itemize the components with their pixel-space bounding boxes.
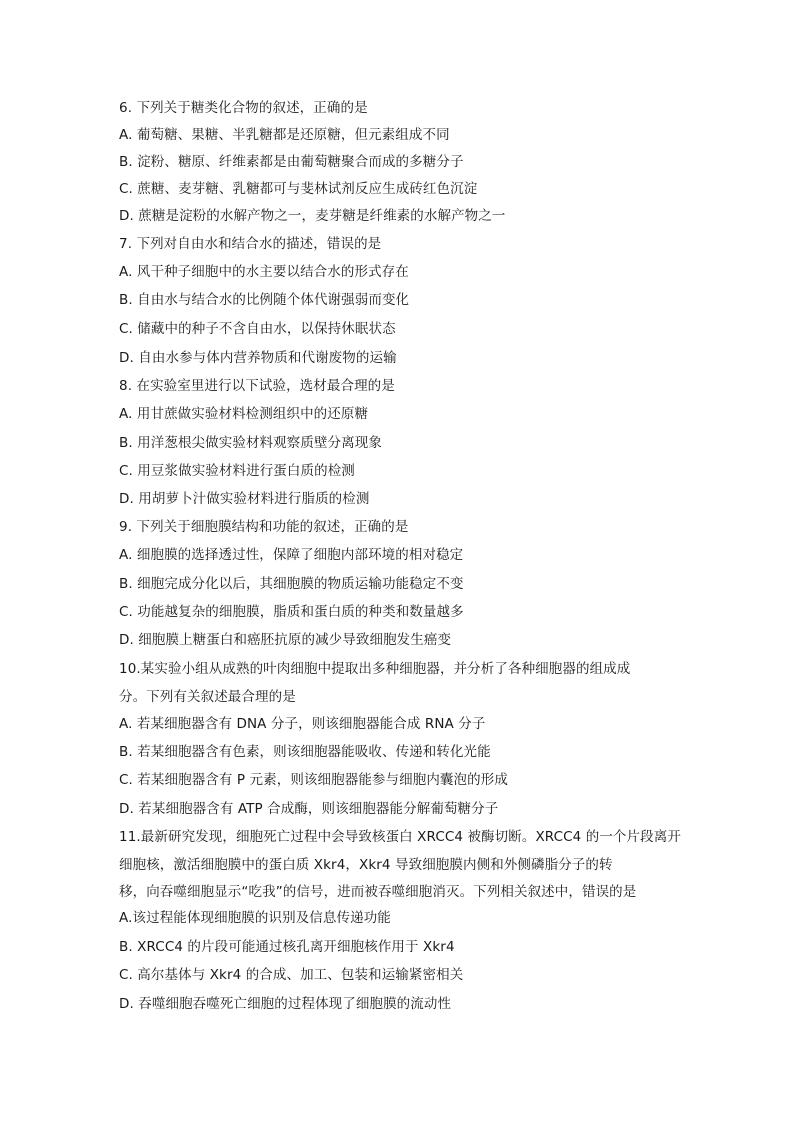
question-7-option-b: B. 自由水与结合水的比例随个体代谢强弱而变化 <box>119 292 410 308</box>
question-10-option-d: D. 若某细胞器含有 ATP 合成酶，则该细胞器能分解葡萄糖分子 <box>119 801 499 817</box>
question-7-stem: 7. 下列对自由水和结合水的描述，错误的是 <box>119 236 382 252</box>
question-6-stem: 6. 下列关于糖类化合物的叙述，正确的是 <box>119 100 368 116</box>
question-10-option-a: A. 若某细胞器含有 DNA 分子，则该细胞器能合成 RNA 分子 <box>119 716 486 732</box>
question-10-option-b: B. 若某细胞器含有色素，则该细胞器能吸收、传递和转化光能 <box>119 744 491 760</box>
question-8-option-b: B. 用洋葱根尖做实验材料观察质壁分离现象 <box>119 435 382 451</box>
question-9-option-c: C. 功能越复杂的细胞膜，脂质和蛋白质的种类和数量越多 <box>119 604 464 620</box>
question-8-option-c: C. 用豆浆做实验材料进行蛋白质的检测 <box>119 463 355 479</box>
question-6-option-b: B. 淀粉、糖原、纤维素都是由葡萄糖聚合而成的多糖分子 <box>119 154 464 170</box>
question-10-stem-line-1: 10.某实验小组从成熟的叶肉细胞中提取出多种细胞器，并分析了各种细胞器的组成成 <box>119 661 631 677</box>
question-11-option-b: B. XRCC4 的片段可能通过核孔离开细胞核作用于 Xkr4 <box>119 939 455 955</box>
question-7-option-d: D. 自由水参与体内营养物质和代谢废物的运输 <box>119 350 397 366</box>
question-7-option-a: A. 风干种子细胞中的水主要以结合水的形式存在 <box>119 264 409 280</box>
question-10-option-c: C. 若某细胞器含有 P 元素，则该细胞器能参与细胞内囊泡的形成 <box>119 772 508 788</box>
question-9-option-d: D. 细胞膜上糖蛋白和癌胚抗原的减少导致细胞发生癌变 <box>119 632 452 648</box>
question-9-stem: 9. 下列关于细胞膜结构和功能的叙述，正确的是 <box>119 519 409 535</box>
question-9-option-b: B. 细胞完成分化以后，其细胞膜的物质运输功能稳定不变 <box>119 576 464 592</box>
question-8-stem: 8. 在实验室里进行以下试验，选材最合理的是 <box>119 378 395 394</box>
question-11-option-c: C. 高尔基体与 Xkr4 的合成、加工、包装和运输紧密相关 <box>119 967 464 983</box>
question-11-stem-line-1: 11.最新研究发现，细胞死亡过程中会导致核蛋白 XRCC4 被酶切断。XRCC4 的一个片段离开 <box>119 829 681 845</box>
question-7-option-c: C. 储藏中的种子不含自由水，以保持休眠状态 <box>119 321 396 337</box>
question-10-stem-line-2: 分。下列有关叙述最合理的是 <box>119 689 296 705</box>
question-6-option-a: A. 葡萄糖、果糖、半乳糖都是还原糖，但元素组成不同 <box>119 127 450 143</box>
question-11-stem-line-2: 细胞核，激活细胞膜中的蛋白质 Xkr4，Xkr4 导致细胞膜内侧和外侧磷脂分子的转 <box>119 857 613 873</box>
question-8-option-a: A. 用甘蔗做实验材料检测组织中的还原糖 <box>119 406 369 422</box>
question-11-option-a: A.该过程能体现细胞膜的识别及信息传递功能 <box>119 910 391 926</box>
question-9-option-a: A. 细胞膜的选择透过性，保障了细胞内部环境的相对稳定 <box>119 547 464 563</box>
question-8-option-d: D. 用胡萝卜汁做实验材料进行脂质的检测 <box>119 491 370 507</box>
question-11-stem-line-3: 移，向吞噬细胞显示“吃我”的信号，进而被吞噬细胞消灭。下列相关叙述中，错误的是 <box>119 884 637 900</box>
question-11-option-d: D. 吞噬细胞吞噬死亡细胞的过程体现了细胞膜的流动性 <box>119 996 452 1012</box>
question-6-option-d: D. 蔗糖是淀粉的水解产物之一，麦芽糖是纤维素的水解产物之一 <box>119 208 506 224</box>
question-6-option-c: C. 蔗糖、麦芽糖、乳糖都可与斐林试剂反应生成砖红色沉淀 <box>119 181 478 197</box>
